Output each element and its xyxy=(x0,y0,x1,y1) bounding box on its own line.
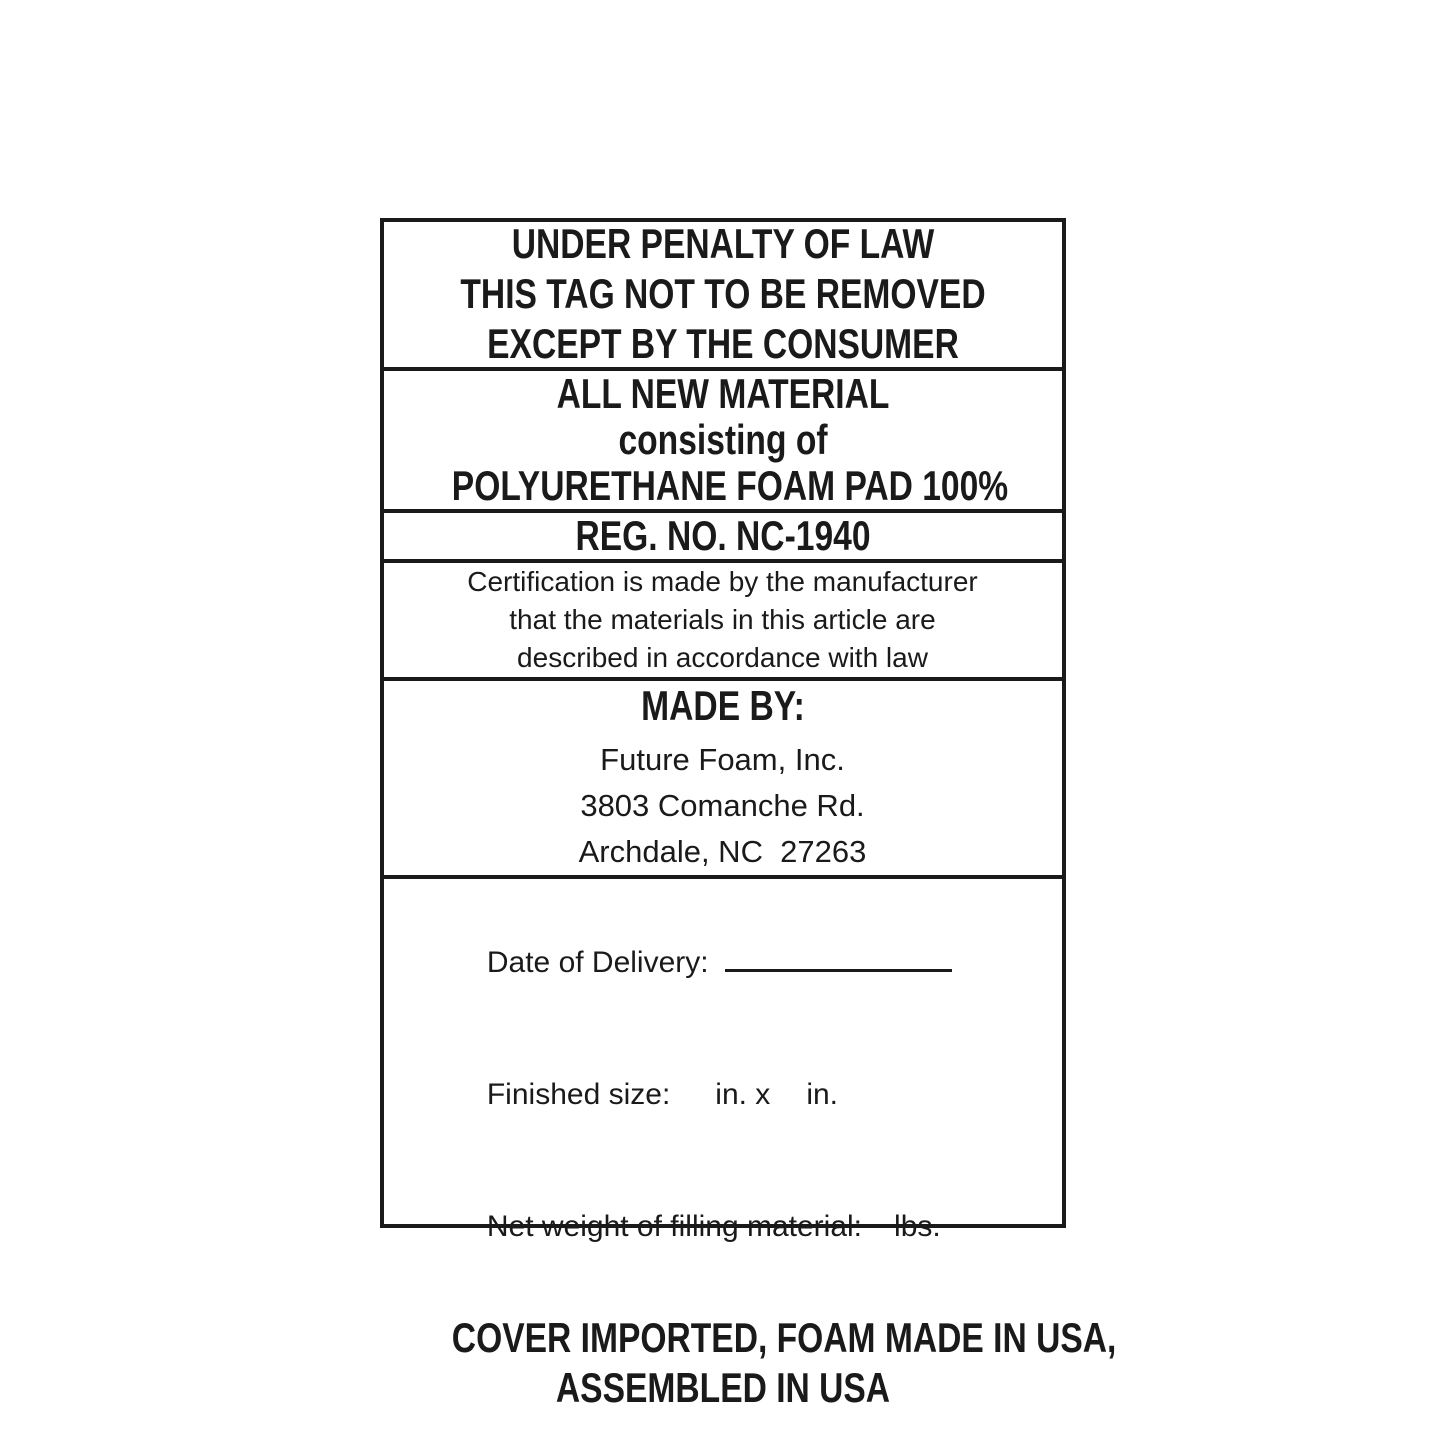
section-manufacturer xyxy=(384,681,1062,879)
made-by-heading: MADE BY: xyxy=(640,681,805,729)
section-material-contents xyxy=(384,371,1062,513)
finished-size-unit-2: in. xyxy=(806,1077,838,1111)
date-of-delivery-blank xyxy=(725,939,952,972)
origin-statement xyxy=(384,1313,1116,1413)
manufacturer-city-state-zip: Archdale, NC 27263 xyxy=(578,833,867,869)
material-line-2: consisting of xyxy=(617,415,828,463)
manufacturer-street: 3803 Comanche Rd. xyxy=(580,787,865,823)
section-delivery-details xyxy=(384,879,1116,1413)
section-registration-number xyxy=(384,513,1062,563)
penalty-line-2: THIS TAG NOT TO BE REMOVED xyxy=(459,270,986,317)
penalty-line-3: EXCEPT BY THE CONSUMER xyxy=(486,320,959,367)
certification-line-3: described in accordance with law xyxy=(517,641,928,673)
delivery-fields xyxy=(384,895,1062,1293)
date-of-delivery-row xyxy=(404,895,1042,1029)
net-weight-unit: lbs. xyxy=(894,1209,941,1243)
date-of-delivery-label: Date of Delivery: xyxy=(486,945,709,979)
law-label xyxy=(380,218,1116,1411)
origin-line-1: COVER IMPORTED, FOAM MADE IN USA, xyxy=(451,1313,1116,1361)
net-weight-row xyxy=(404,1161,1042,1293)
finished-size-label: Finished size: xyxy=(486,1077,671,1111)
net-weight-label: Net weight of filling material: xyxy=(486,1209,863,1243)
certification-line-1: Certification is made by the manufacturer xyxy=(467,565,978,597)
material-line-1: ALL NEW MATERIAL xyxy=(556,369,889,417)
penalty-line-1: UNDER PENALTY OF LAW xyxy=(511,220,934,267)
section-penalty-notice xyxy=(384,222,1062,371)
origin-line-2: ASSEMBLED IN USA xyxy=(555,1363,890,1411)
material-line-3: POLYURETHANE FOAM PAD 100% xyxy=(451,461,1008,509)
finished-size-unit-1: in. x xyxy=(715,1077,771,1111)
registration-number: REG. NO. NC-1940 xyxy=(574,511,871,559)
manufacturer-name: Future Foam, Inc. xyxy=(600,741,845,777)
certification-line-2: that the materials in this article are xyxy=(509,603,936,635)
finished-size-row xyxy=(404,1029,1042,1161)
section-certification xyxy=(384,563,1062,681)
